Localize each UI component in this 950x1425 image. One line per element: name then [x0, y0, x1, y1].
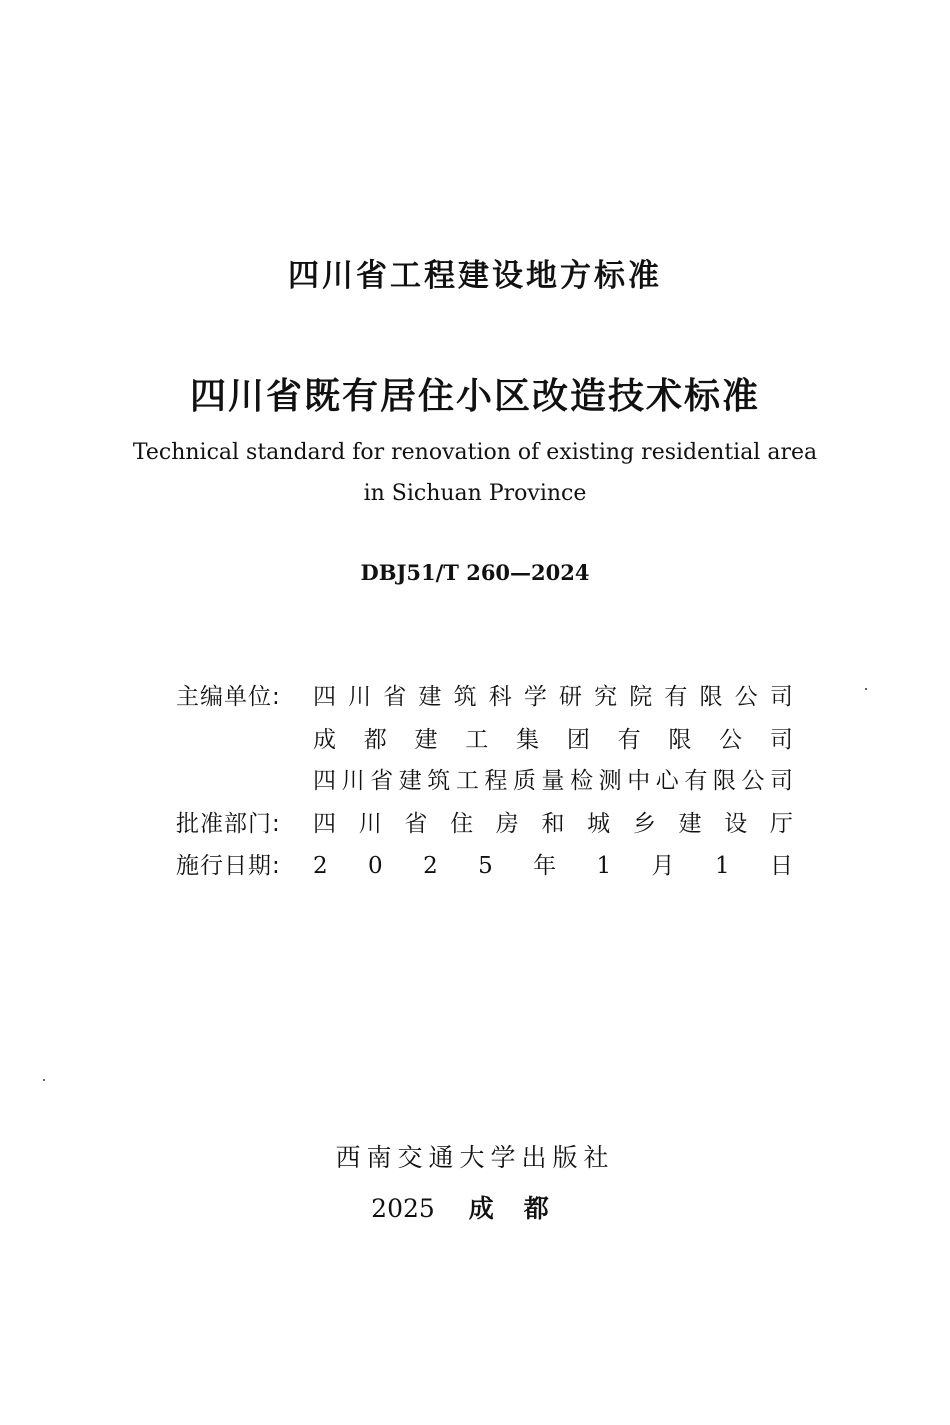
- glyph: 四: [313, 811, 336, 837]
- date-part: 1: [596, 853, 612, 879]
- glyph: 院: [629, 684, 653, 710]
- glyph: 成: [313, 727, 336, 753]
- editor-org-3: [313, 764, 793, 798]
- glyph: 工: [465, 727, 489, 753]
- glyph: 住: [450, 811, 474, 837]
- publish-city: 成都: [468, 1194, 579, 1223]
- approver-value: [313, 807, 793, 841]
- date-part: 年: [533, 853, 557, 879]
- glyph: 筑: [453, 684, 477, 710]
- editor-label: 主编单位:: [176, 684, 281, 710]
- date-part: 1: [714, 853, 730, 879]
- effective-date-label: 施行日期:: [176, 853, 281, 879]
- publisher: 西南交通大学出版社: [335, 1143, 615, 1172]
- glyph: 量: [541, 768, 565, 794]
- glyph: 建: [418, 684, 442, 710]
- scan-speck: [865, 688, 867, 690]
- glyph: 省: [370, 768, 394, 794]
- scan-speck: [43, 1079, 45, 1081]
- glyph: 限: [712, 768, 736, 794]
- series-title: 四川省工程建设地方标准: [288, 258, 662, 294]
- glyph: 建: [398, 768, 422, 794]
- date-part: 5: [478, 853, 493, 879]
- glyph: 省: [383, 684, 407, 710]
- glyph: 司: [769, 727, 793, 753]
- approver-label: 批准部门:: [176, 811, 281, 837]
- glyph: 质: [512, 768, 536, 794]
- glyph: 公: [719, 727, 743, 753]
- glyph: 有: [617, 727, 641, 753]
- glyph: 公: [734, 684, 758, 710]
- document-title-cn: 四川省既有居住小区改造技术标准: [189, 376, 760, 417]
- effective-date-value: [313, 849, 793, 883]
- glyph: 有: [684, 768, 708, 794]
- glyph: 科: [488, 684, 512, 710]
- glyph: 检: [570, 768, 594, 794]
- glyph: 川: [341, 768, 365, 794]
- glyph: 公: [741, 768, 765, 794]
- glyph: 限: [699, 684, 723, 710]
- glyph: 建: [414, 727, 438, 753]
- glyph: 心: [655, 768, 679, 794]
- date-part: 2: [313, 853, 328, 879]
- glyph: 四: [313, 768, 336, 794]
- glyph: 团: [566, 727, 590, 753]
- glyph: 都: [363, 727, 387, 753]
- glyph: 司: [769, 684, 793, 710]
- glyph: 筑: [427, 768, 451, 794]
- glyph: 程: [484, 768, 508, 794]
- glyph: 乡: [632, 811, 656, 837]
- date-part: 0: [368, 853, 383, 879]
- glyph: 房: [495, 811, 519, 837]
- glyph: 集: [516, 727, 540, 753]
- glyph: 川: [358, 811, 382, 837]
- glyph: 四: [313, 684, 336, 710]
- glyph: 中: [627, 768, 651, 794]
- glyph: 川: [348, 684, 372, 710]
- glyph: 测: [598, 768, 622, 794]
- glyph: 究: [594, 684, 618, 710]
- standard-code: DBJ51/T 260—2024: [360, 560, 590, 585]
- glyph: 工: [455, 768, 479, 794]
- publish-year: 2025: [371, 1194, 435, 1223]
- date-part: 2: [423, 853, 438, 879]
- glyph: 司: [770, 768, 793, 794]
- glyph: 省: [404, 811, 428, 837]
- editor-org-1: [313, 680, 793, 714]
- document-title-en-line1: Technical standard for renovation of existing residential area: [132, 440, 818, 465]
- glyph: 城: [587, 811, 611, 837]
- glyph: 学: [523, 684, 547, 710]
- glyph: 建: [678, 811, 702, 837]
- glyph: 厅: [769, 811, 793, 837]
- glyph: 设: [724, 811, 748, 837]
- glyph: 限: [668, 727, 692, 753]
- glyph: 研: [558, 684, 582, 710]
- glyph: 有: [664, 684, 688, 710]
- editor-org-2: [313, 723, 793, 757]
- document-title-en-line2: in Sichuan Province: [363, 481, 587, 506]
- date-part: 月: [651, 853, 675, 879]
- publish-imprint: [0, 1191, 950, 1227]
- date-part: 日: [769, 853, 793, 879]
- glyph: 和: [541, 811, 565, 837]
